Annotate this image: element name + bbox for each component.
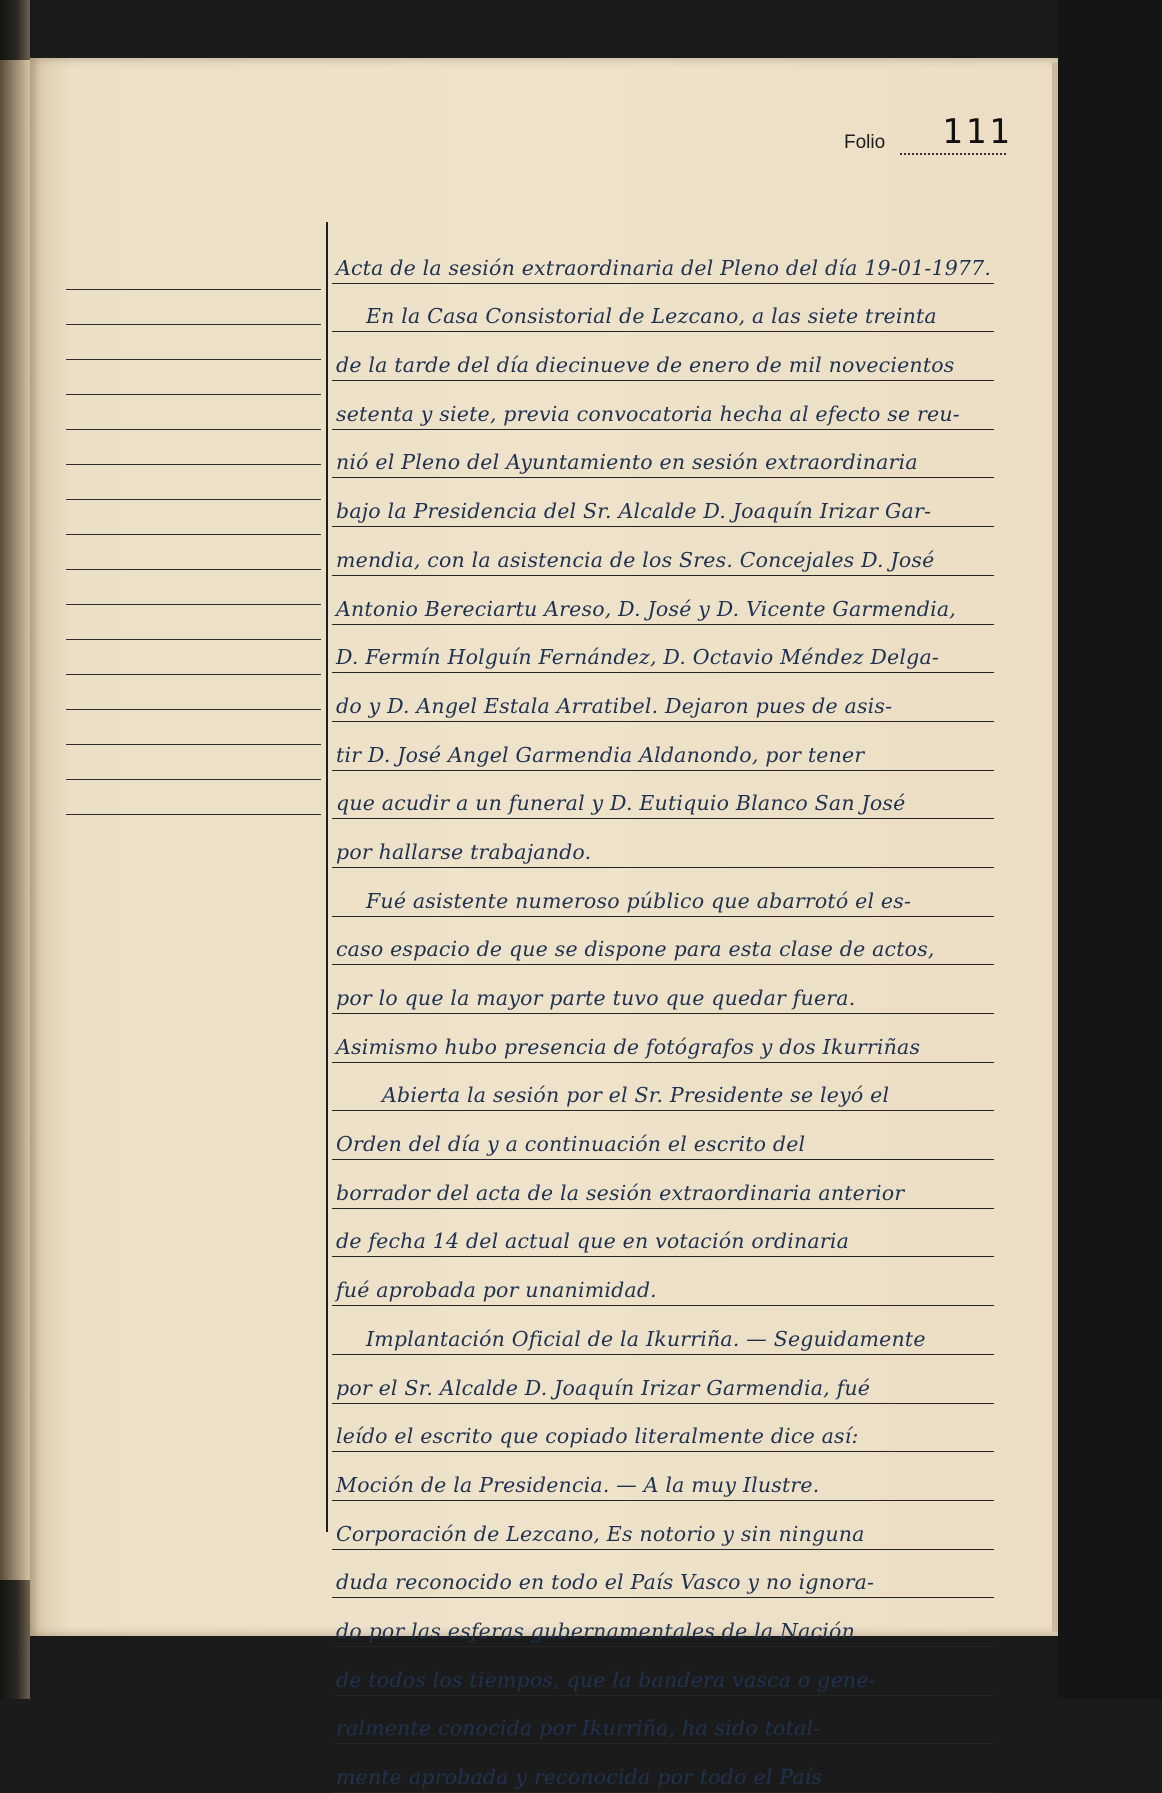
margin-line [66,710,321,745]
text-line [332,1306,994,1355]
text-line-content: Abierta la sesión por el Sr. Presidente se leyó el [382,1083,890,1108]
text-line-content: de fecha 14 del actual que en votación ordinaria [336,1229,850,1254]
text-line-content: de todos los tiempos, que la bandera vasca o gene- [336,1667,876,1692]
text-line [332,722,994,771]
margin-ruled-lines [66,255,321,815]
folio-number: 111 [942,112,1013,152]
margin-line [66,255,321,290]
text-line-content: Acta de la sesión extraordinaria del Pleno del día 19-01-1977. [336,255,992,280]
text-line [332,381,994,430]
text-line-content: bajo la Presidencia del Sr. Alcalde D. Joaquín Irizar Gar- [336,499,932,524]
text-line-content: do y D. Angel Estala Arratibel. Dejaron pues de asis- [336,693,893,718]
margin-line [66,395,321,430]
folio-header [844,112,1014,164]
margin-line [66,500,321,535]
text-line [332,917,994,966]
folio-dotted-line [900,153,1006,155]
margin-line [66,605,321,640]
text-line [332,1598,994,1647]
margin-line [66,675,321,710]
margin-line [66,570,321,605]
text-line [332,284,994,333]
text-line-content: Implantación Oficial de la Ikurriña. — Seguidamente [366,1326,926,1351]
text-line-content: setenta y siete, previa convocatoria hecha al efecto se reu- [336,401,960,426]
text-line-content: nió el Pleno del Ayuntamiento en sesión extraordinaria [336,450,918,475]
text-line [332,1355,994,1404]
text-line-content: D. Fermín Holguín Fernández, D. Octavio Méndez Delga- [336,645,939,670]
text-line-content: Asimismo hubo presencia de fotógrafos y dos Ikurriñas [336,1034,921,1059]
text-line-content: leído el escrito que copiado literalmente dice así: [336,1424,859,1449]
text-line-content: por lo que la mayor parte tuvo que quedar fuera. [336,986,856,1010]
handwritten-minutes [332,235,994,1793]
margin-line [66,360,321,395]
margin-line [66,640,321,675]
margin-line [66,290,321,325]
margin-line [66,780,321,815]
text-line [332,576,994,625]
text-line [332,1501,994,1550]
text-line [332,1744,994,1793]
text-line [332,1063,994,1112]
scan-background-right [1058,0,1162,1699]
text-line [332,1696,994,1745]
text-line [332,1014,994,1063]
text-line-content: do por las esferas gubernamentales de la Nación [336,1618,855,1643]
text-line [332,965,994,1014]
text-line [332,1111,994,1160]
text-line [332,1647,994,1696]
margin-line [66,745,321,780]
text-line-content: de la tarde del día diecinueve de enero de mil novecientos [336,353,955,378]
text-line [332,625,994,674]
margin-line [66,430,321,465]
text-line-content: tir D. José Angel Garmendia Aldanondo, por tener [336,742,865,767]
text-line [332,235,994,284]
folio-label: Folio [844,132,886,153]
text-line [332,1404,994,1453]
text-line-content: por hallarse trabajando. [336,839,592,864]
text-line-content: En la Casa Consistorial de Lezcano, a las siete treinta [366,304,937,329]
text-line [332,819,994,868]
text-line-content: Orden del día y a continuación el escrito del [336,1132,806,1157]
text-line [332,332,994,381]
text-line-content: Antonio Bereciartu Areso, D. José y D. Vicente Garmendia, [336,596,956,621]
margin-line [66,465,321,500]
text-line [332,1257,994,1306]
text-line [332,771,994,820]
text-line-content: mente aprobada y reconocida por todo el País [336,1765,823,1789]
text-line [332,478,994,527]
text-line-content: Fué asistente numeroso público que abarrotó el es- [366,888,912,913]
text-line-content: borrador del acta de la sesión extraordinaria anterior [336,1180,905,1205]
text-line-content: caso espacio de que se dispone para esta clase de actos, [336,937,935,962]
text-line-content: por el Sr. Alcalde D. Joaquín Irizar Garmendia, fué [336,1375,871,1400]
text-line [332,673,994,722]
text-line-content: fué aprobada por unanimidad. [336,1278,657,1303]
text-line-content: Moción de la Presidencia. — A la muy Ilustre. [336,1472,820,1497]
margin-line [66,325,321,360]
text-line [332,430,994,479]
text-line [332,1550,994,1599]
text-line-content: ralmente conocida por Ikurriña, ha sido total- [336,1716,821,1741]
margin-vertical-rule [326,222,328,1532]
text-line-content: mendia, con la asistencia de los Sres. Concejales D. José [336,547,935,572]
text-line [332,868,994,917]
text-line-content: Corporación de Lezcano, Es notorio y sin ninguna [336,1521,865,1546]
text-line [332,1452,994,1501]
text-line [332,1160,994,1209]
text-line-content: duda reconocido en todo el País Vasco y no ignora- [336,1570,875,1595]
margin-line [66,535,321,570]
text-line [332,527,994,576]
text-line-content: que acudir a un funeral y D. Eutiquio Blanco San José [336,791,906,816]
text-line [332,1209,994,1258]
